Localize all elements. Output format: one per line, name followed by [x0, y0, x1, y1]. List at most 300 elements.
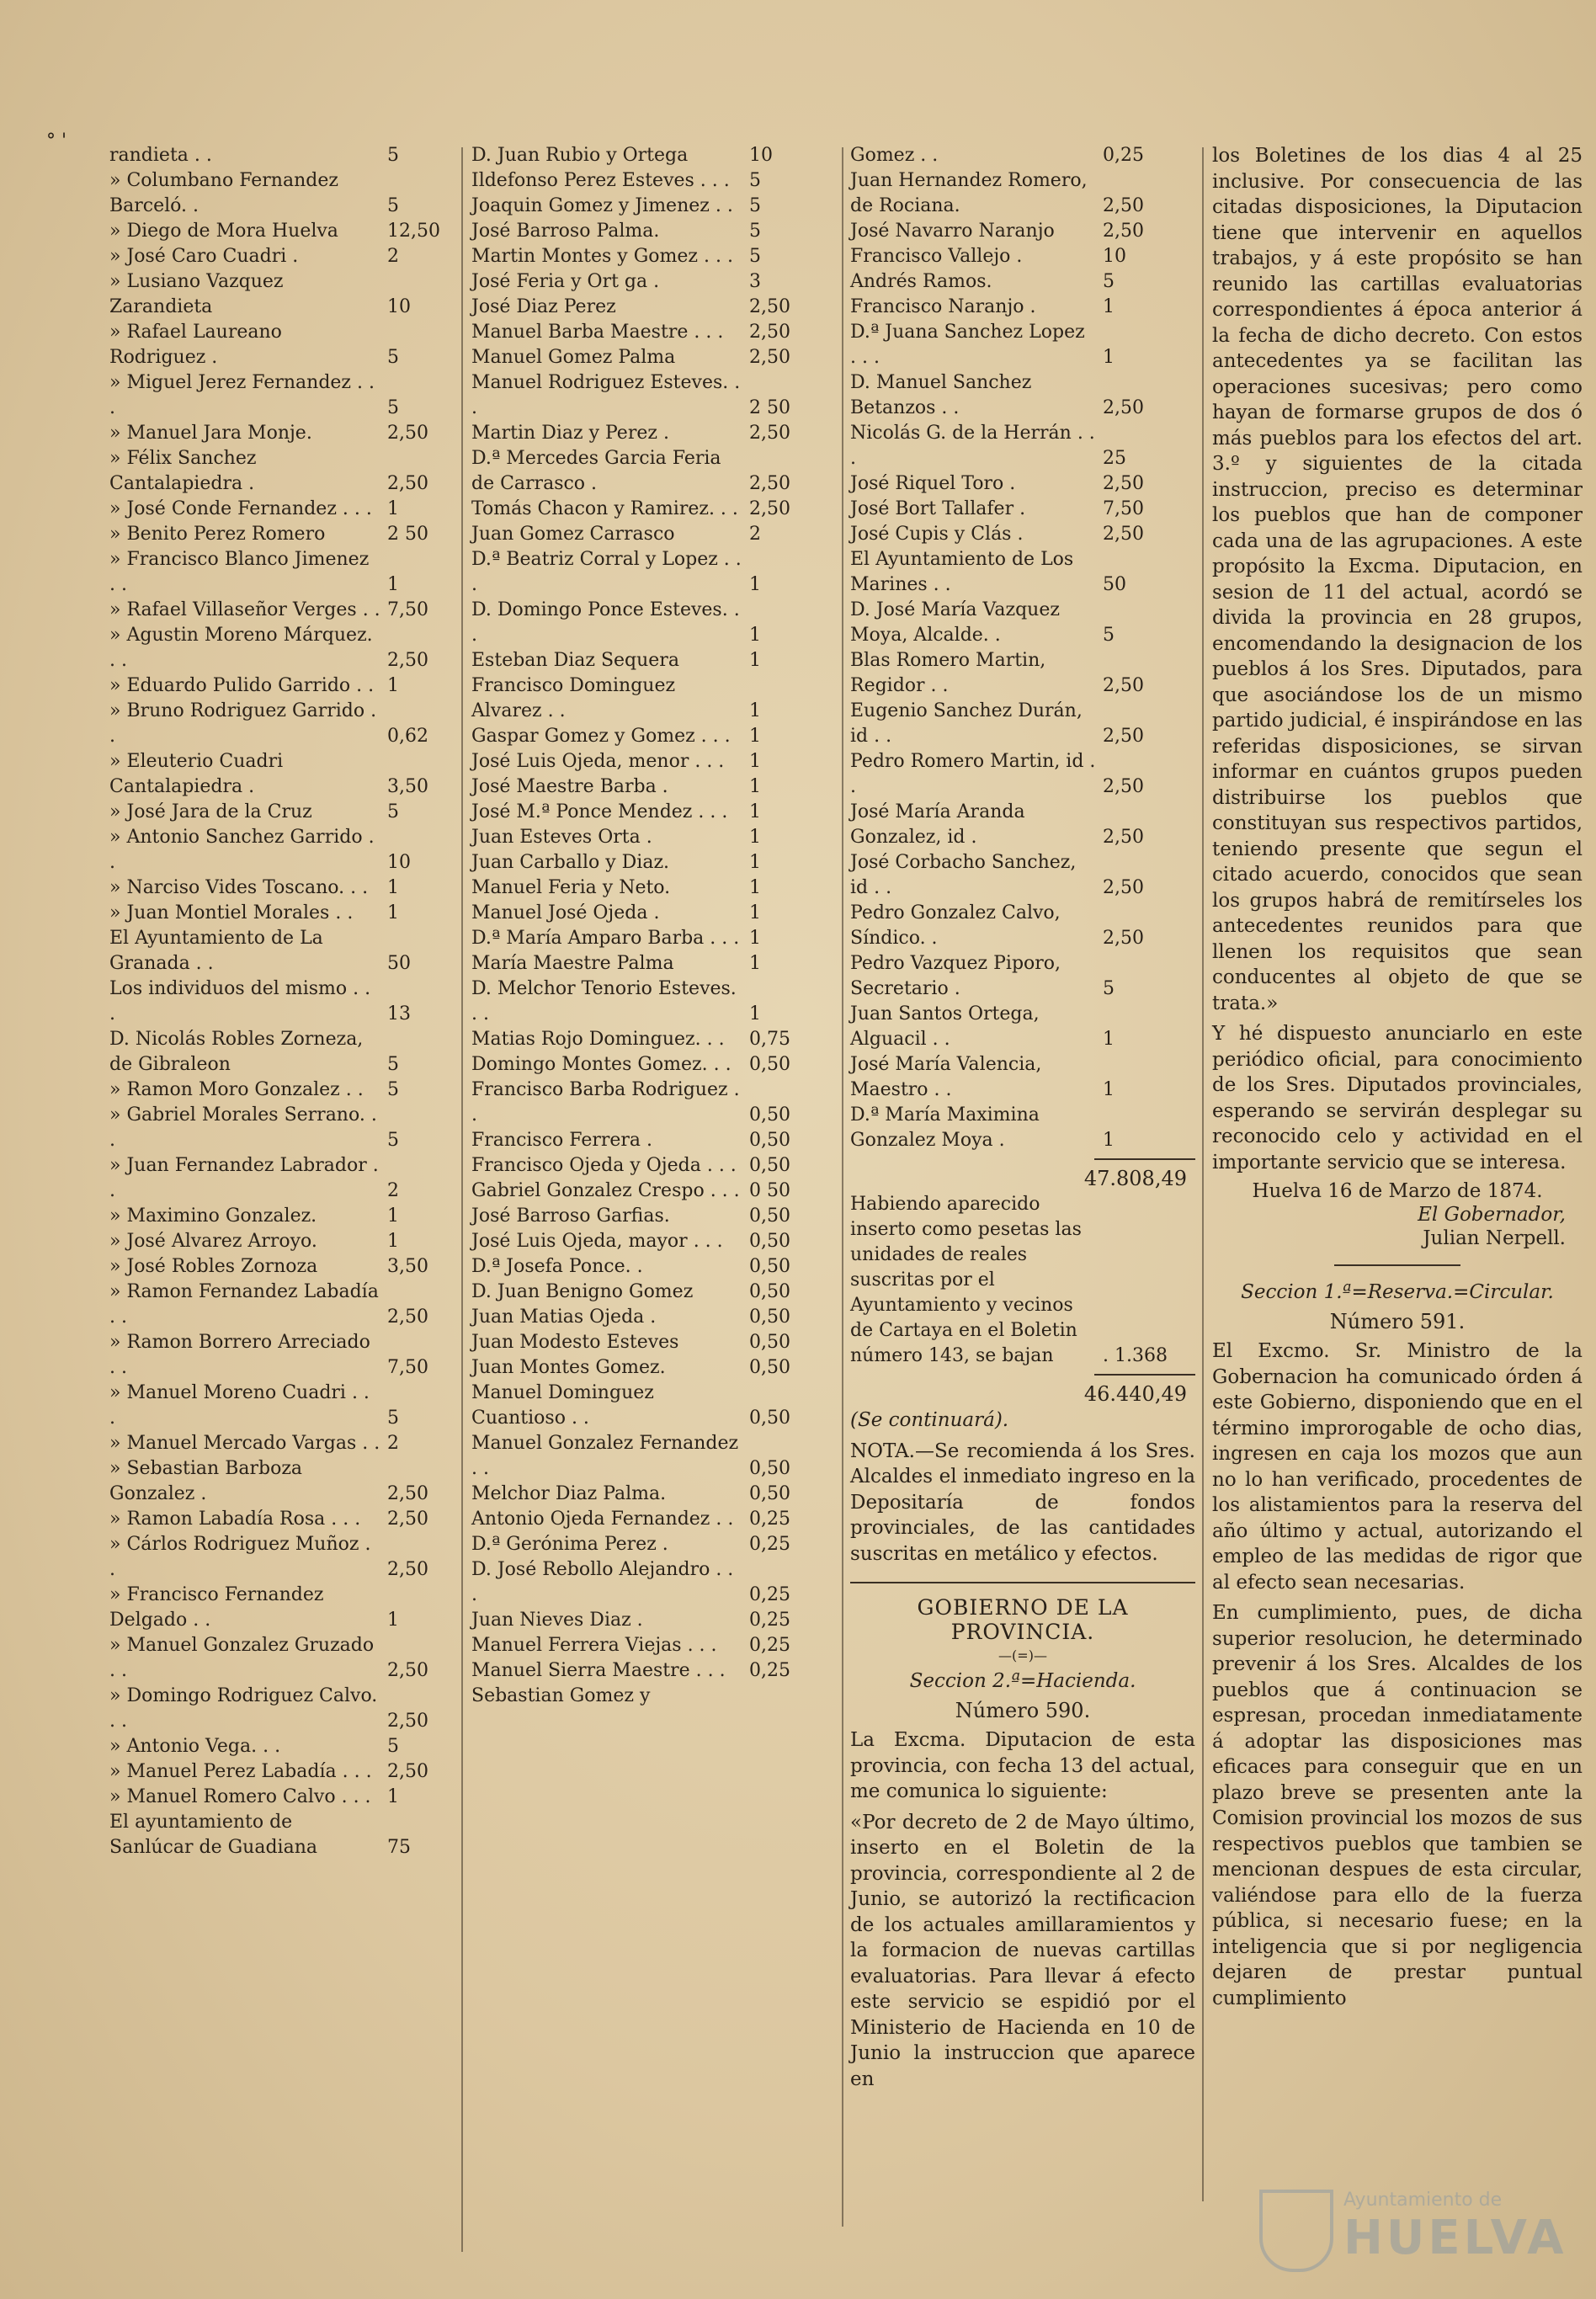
entry-name: José Luis Ojeda, menor . . .: [471, 751, 725, 772]
list-entry: [471, 1658, 842, 1684]
entry-name: » Benito Perez Romero: [109, 524, 326, 545]
entry-name: Pedro Vazquez Piporo, Secretario .: [850, 953, 1061, 999]
entry-name: » Francisco Blanco Jimenez . .: [109, 549, 370, 595]
list-entry: [850, 800, 1195, 850]
entry-amount: 5: [1103, 625, 1115, 646]
entry-amount: 5: [387, 801, 399, 822]
boletines-paragraph: los Boletines de los dias 4 al 25 inclusive. Por consecuencia de las citadas disposiciones, la Diputacion tiene que intervenir en aquellos trabajos, y á este propósito se han reunido las cartillas evaluatorias correspondientes á época anterior á la fecha de dicho decreto. Con estos antecedentes ya se facilitan las operaciones sucesivas; pero como hayan de formarse grupos de dos ó más pueblos para los efectos del art. 3.º y siguientes de la citada instruccion, preciso es determinar los pueblos que han de componer cada una de las agrupaciones. A este propósito la Excma. Diputacion, en sesion de 11 del actual, acordó se divida la provincia en 28 grupos, encomendando la designacion de los pueblos á los Sres. Diputados, para que asociándose los de un mismo partido judicial, é inspirándose en las referidas disposiciones, se sirvan informar en cuántos grupos pueden distribuirse los pueblos que constituyan sus respectivos partidos, teniendo presente que segun el citado acuerdo, conocidos que sean los grupos habrá de remitírseles los antecedentes reunidos para que llenen los requisitos que sean conducentes al objeto de que se trata.»: [1212, 145, 1583, 1014]
list-entry: [109, 1633, 480, 1684]
entry-amount: 1: [387, 1786, 399, 1807]
entry-amount: 5: [387, 145, 399, 166]
list-entry: [109, 598, 480, 623]
list-entry: [850, 850, 1195, 901]
entry-name: Juan Santos Ortega, Alguacil . .: [850, 1003, 1040, 1050]
entry-amount: 0,25: [749, 1534, 790, 1555]
list-entry: [471, 522, 842, 547]
entry-amount: 1: [387, 1610, 399, 1631]
list-entry: [850, 749, 1195, 800]
entry-amount: 1: [387, 498, 399, 519]
list-entry: [109, 547, 480, 598]
entry-amount: 5: [387, 397, 399, 418]
entry-amount: 2,50: [1103, 524, 1144, 545]
entry-name: Juan Nieves Diaz .: [471, 1610, 643, 1631]
entry-amount: 1: [1103, 347, 1115, 368]
entry-name: Manuel Rodriguez Esteves. . .: [471, 372, 741, 418]
entry-amount: 2,50: [1103, 675, 1144, 696]
entry-name: D.ª María Maximina Gonzalez Moya .: [850, 1104, 1040, 1151]
list-entry: [471, 1052, 842, 1078]
column-rule-2: [842, 147, 843, 2227]
entry-amount: 5: [749, 170, 761, 191]
list-entry: [850, 522, 1195, 547]
list-entry: [109, 1583, 480, 1633]
list-entry: [109, 1153, 480, 1204]
entry-amount: 5: [387, 1736, 399, 1757]
list-entry: [471, 1204, 842, 1229]
seccion-hacienda: Seccion 2.ª=Hacienda.: [909, 1670, 1136, 1692]
list-entry: [471, 901, 842, 926]
entry-amount: 5: [749, 195, 761, 216]
list-entry: [850, 295, 1195, 320]
list-entry: [109, 1810, 480, 1860]
entry-amount: 2,50: [749, 296, 790, 317]
entry-name: Manuel Gomez Palma: [471, 347, 676, 368]
entry-amount: 1: [387, 675, 399, 696]
list-entry: [471, 194, 842, 219]
entry-amount: 0,50: [749, 1458, 790, 1479]
entry-name: Pedro Romero Martin, id . .: [850, 751, 1096, 797]
section-rule: [850, 1582, 1195, 1583]
list-entry: [850, 421, 1195, 471]
entry-name: María Maestre Palma: [471, 953, 674, 974]
entry-name: Martin Diaz y Perez .: [471, 423, 669, 444]
list-entry: [850, 143, 1195, 168]
list-entry: [471, 1684, 842, 1709]
list-entry: [471, 1381, 842, 1431]
entry-amount: 1: [749, 928, 761, 949]
entry-name: Juan Hernandez Romero, de Rociana.: [850, 170, 1088, 216]
list-entry: [471, 724, 842, 749]
entry-amount: 1: [749, 726, 761, 747]
entry-amount: 0,25: [749, 1660, 790, 1681]
entry-amount: 1: [749, 776, 761, 797]
list-entry: [471, 1330, 842, 1355]
entry-name: D.ª Josefa Ponce. .: [471, 1256, 643, 1277]
list-entry: [109, 421, 480, 446]
entry-amount: 50: [387, 953, 411, 974]
entry-name: » Domingo Rodriguez Calvo. . .: [109, 1685, 378, 1732]
entry-name: Manuel Feria y Neto.: [471, 877, 671, 898]
list-entry: [109, 673, 480, 699]
entry-name: José Corbacho Sanchez, id . .: [850, 852, 1077, 898]
list-entry: [109, 497, 480, 522]
list-entry: [109, 522, 480, 547]
entry-name: José María Aranda Gonzalez, id .: [850, 801, 1025, 848]
entry-name: » José Conde Fernandez . . .: [109, 498, 372, 519]
list-entry: [471, 1633, 842, 1658]
entry-name: » Diego de Mora Huelva: [109, 221, 338, 242]
entry-amount: 75: [387, 1837, 411, 1858]
entry-amount: 2,50: [387, 650, 428, 671]
list-entry: [850, 1052, 1195, 1103]
list-entry: [109, 1280, 480, 1330]
list-entry: [471, 850, 842, 875]
watermark-main-text: HUELVA: [1343, 2211, 1567, 2265]
entry-name: D. José Rebollo Alejandro . . .: [471, 1559, 734, 1605]
entry-amount: 2: [387, 246, 399, 267]
list-entry: [471, 497, 842, 522]
subtotal-2: 46.440,49: [1083, 1382, 1187, 1406]
entry-amount: 2: [749, 524, 761, 545]
entry-name: Gabriel Gonzalez Crespo . . .: [471, 1180, 740, 1201]
entry-name: » Juan Fernandez Labrador . .: [109, 1155, 379, 1201]
list-entry: [471, 1229, 842, 1254]
shield-icon: [1259, 2190, 1333, 2272]
list-entry: [109, 1204, 480, 1229]
list-entry: [471, 547, 842, 598]
entry-name: Manuel Barba Maestre . . .: [471, 322, 724, 343]
list-entry: [109, 800, 480, 825]
entry-amount: 2,50: [749, 473, 790, 494]
entry-amount: 1: [387, 1231, 399, 1252]
entry-name: Esteban Diaz Sequera: [471, 650, 679, 671]
entry-amount: 2 50: [749, 397, 790, 418]
entry-amount: 2,50: [749, 498, 790, 519]
list-entry: [471, 951, 842, 977]
entry-amount: 0,50: [749, 1281, 790, 1302]
entry-amount: 10: [387, 296, 411, 317]
entry-name: Manuel Gonzalez Fernandez . .: [471, 1433, 739, 1479]
entry-name: Francisco Vallejo .: [850, 246, 1023, 267]
entry-name: Francisco Barba Rodriguez . .: [471, 1079, 740, 1126]
entry-amount: 3,50: [387, 776, 428, 797]
entry-name: D. Melchor Tenorio Esteves. . .: [471, 978, 737, 1024]
column-2-list: [471, 143, 842, 1709]
entry-amount: 1: [387, 1205, 399, 1227]
entry-amount: 0,50: [749, 1205, 790, 1227]
entry-name: » Gabriel Morales Serrano. . .: [109, 1104, 377, 1151]
entry-name: » Eduardo Pulido Garrido . .: [109, 675, 375, 696]
entry-name: » Sebastian Barboza Gonzalez .: [109, 1458, 303, 1504]
entry-name: randieta . .: [109, 145, 212, 166]
entry-name: » Manuel Romero Calvo . . .: [109, 1786, 371, 1807]
entry-name: D. Nicolás Robles Zorneza, de Gibraleon: [109, 1029, 364, 1075]
entry-name: » Ramon Borrero Arreciado . .: [109, 1332, 370, 1378]
entry-name: Manuel Ferrera Viejas . . .: [471, 1635, 717, 1656]
entry-name: » Antonio Vega. . .: [109, 1736, 281, 1757]
list-entry: [850, 497, 1195, 522]
entry-amount: 0,25: [749, 1509, 790, 1530]
entry-amount: 1: [749, 953, 761, 974]
list-entry: [109, 269, 480, 320]
entry-amount: 1: [749, 751, 761, 772]
list-entry: [471, 421, 842, 446]
entry-name: Gaspar Gomez y Gomez . . .: [471, 726, 731, 747]
entry-name: » Manuel Moreno Cuadri . . .: [109, 1382, 370, 1429]
list-entry: [850, 1002, 1195, 1052]
entry-amount: 2,50: [387, 1559, 428, 1580]
entry-amount: 2,50: [1103, 221, 1144, 242]
correction-amount: . 1.368: [1103, 1345, 1168, 1366]
entry-amount: 2,50: [387, 1509, 428, 1530]
list-entry: [850, 219, 1195, 244]
entry-name: D. Domingo Ponce Esteves. . .: [471, 599, 740, 646]
entry-amount: 0,50: [749, 1408, 790, 1429]
watermark-top-text: Ayuntamiento de: [1343, 2190, 1503, 2211]
entry-name: José Cupis y Clás .: [850, 524, 1024, 545]
entry-amount: 10: [749, 145, 773, 166]
entry-amount: 7,50: [387, 1357, 428, 1378]
entry-name: » Francisco Fernandez Delgado . .: [109, 1584, 324, 1631]
correction-text: Habiendo aparecido inserto como pesetas las unidades de reales suscritas por el Ayuntamiento y vecinos de Cartaya en el Boletin número 143, se bajan: [850, 1194, 1082, 1366]
entry-name: Martin Montes y Gomez . . .: [471, 246, 733, 267]
entry-amount: 0,75: [749, 1029, 790, 1050]
list-entry: [850, 547, 1195, 598]
list-entry: [471, 648, 842, 673]
entry-amount: 2,50: [387, 423, 428, 444]
entry-name: Los individuos del mismo . . .: [109, 978, 371, 1024]
entry-name: Ildefonso Perez Esteves . . .: [471, 170, 730, 191]
list-entry: [850, 648, 1195, 699]
list-entry: [109, 1759, 480, 1785]
entry-name: » José Robles Zornoza: [109, 1256, 318, 1277]
list-entry: [850, 168, 1195, 219]
entry-amount: 1: [749, 827, 761, 848]
entry-name: Antonio Ojeda Fernandez . .: [471, 1509, 734, 1530]
list-entry: [850, 244, 1195, 269]
entry-name: José Diaz Perez: [471, 296, 616, 317]
short-rule: [1334, 1264, 1460, 1266]
list-entry: [850, 370, 1195, 421]
entry-name: » José Jara de la Cruz: [109, 801, 312, 822]
list-entry: [109, 977, 480, 1027]
list-entry: [109, 244, 480, 269]
entry-amount: 2,50: [1103, 827, 1144, 848]
entry-name: » Antonio Sanchez Garrido . .: [109, 827, 375, 873]
list-entry: [109, 1027, 480, 1078]
entry-amount: 5: [387, 347, 399, 368]
list-entry: [471, 1532, 842, 1557]
entry-amount: 0 50: [749, 1180, 790, 1201]
entry-name: Juan Montes Gomez.: [471, 1357, 666, 1378]
entry-amount: 0,50: [749, 1231, 790, 1252]
entry-amount: 1: [749, 801, 761, 822]
list-entry: [109, 1078, 480, 1103]
entry-name: Domingo Montes Gomez. . .: [471, 1054, 732, 1075]
list-entry: [109, 875, 480, 901]
entry-name: José Barroso Palma.: [471, 221, 660, 242]
list-entry: [471, 295, 842, 320]
entry-name: Juan Modesto Esteves: [471, 1332, 679, 1353]
entry-name: » Bruno Rodriguez Garrido . .: [109, 700, 377, 747]
list-entry: [471, 673, 842, 724]
entry-amount: 2,50: [387, 1711, 428, 1732]
list-entry: [109, 1785, 480, 1810]
entry-amount: 0,25: [749, 1584, 790, 1605]
entry-amount: 5: [387, 195, 399, 216]
list-entry: [471, 320, 842, 345]
entry-name: » Columbano Fernandez Barceló. .: [109, 170, 338, 216]
entry-name: Andrés Ramos.: [850, 271, 992, 292]
entry-amount: 1: [749, 902, 761, 923]
list-entry: [850, 471, 1195, 497]
entry-name: » José Alvarez Arroyo.: [109, 1231, 317, 1252]
entry-amount: 1: [1103, 1079, 1115, 1100]
list-entry: [471, 926, 842, 951]
entry-amount: 1: [749, 1003, 761, 1024]
entry-amount: 2,50: [387, 473, 428, 494]
entry-amount: 1: [749, 574, 761, 595]
entry-amount: 0,25: [749, 1635, 790, 1656]
list-entry: [471, 1153, 842, 1179]
list-entry: [109, 1507, 480, 1532]
entry-amount: 0,50: [749, 1104, 790, 1126]
entry-amount: 2,50: [387, 1660, 428, 1681]
column-1-list: [109, 143, 480, 1860]
entry-amount: 2 50: [387, 524, 428, 545]
entry-amount: 3,50: [387, 1256, 428, 1277]
entry-name: Joaquin Gomez y Jimenez . .: [471, 195, 733, 216]
list-entry: [471, 1557, 842, 1608]
entry-amount: 25: [1103, 448, 1126, 469]
column-rule-3: [1202, 147, 1204, 2201]
entry-name: » Miguel Jerez Fernandez . . .: [109, 372, 375, 418]
entry-amount: 0,50: [749, 1155, 790, 1176]
entry-amount: 5: [1103, 271, 1115, 292]
list-entry: [109, 1532, 480, 1583]
column-3-list: [850, 143, 1195, 1153]
entry-name: Sebastian Gomez y: [471, 1685, 651, 1706]
numero-590: Número 590.: [955, 1699, 1091, 1722]
list-entry: [471, 1280, 842, 1305]
entry-name: José Barroso Garfias.: [471, 1205, 670, 1227]
column-4: [1212, 143, 1583, 2016]
entry-name: José Bort Tallafer .: [850, 498, 1026, 519]
entry-amount: 1: [1103, 296, 1115, 317]
entry-amount: 0,25: [1103, 145, 1144, 166]
gobernador-title: El Gobernador,: [1418, 1204, 1566, 1226]
list-entry: [109, 926, 480, 977]
list-entry: [471, 825, 842, 850]
entry-name: » Eleuterio Cuadri Cantalapiedra .: [109, 751, 284, 797]
entry-name: Matias Rojo Dominguez. . .: [471, 1029, 725, 1050]
entry-amount: 2: [387, 1180, 399, 1201]
entry-name: El Ayuntamiento de Los Marines . .: [850, 549, 1074, 595]
entry-name: » Rafael Villaseñor Verges . .: [109, 599, 380, 620]
total-rule-1: [1094, 1158, 1195, 1160]
list-entry: [850, 598, 1195, 648]
entry-name: José Luis Ojeda, mayor . . .: [471, 1231, 723, 1252]
list-entry: [850, 1103, 1195, 1153]
ministro-paragraph: El Excmo. Sr. Ministro de la Gobernacion ha comunicado órden á este Gobierno, disponiendo que en el término improrogable de ocho dias, ingresen en caja los mozos que aun no lo han verificado, procedentes de los alistamientos para la reserva del año último y actual, autorizando el empleo de las medidas de rigor que al efecto sean necesarias.: [1212, 1340, 1583, 1594]
entry-amount: 2,50: [1103, 397, 1144, 418]
entry-name: Manuel Sierra Maestre . . .: [471, 1660, 726, 1681]
entry-amount: 2,50: [1103, 776, 1144, 797]
entry-amount: 50: [1103, 574, 1126, 595]
list-entry: [109, 320, 480, 370]
entry-amount: 2,50: [1103, 473, 1144, 494]
list-entry: [109, 1103, 480, 1153]
entry-amount: 5: [1103, 978, 1115, 999]
entry-amount: 5: [387, 1130, 399, 1151]
list-entry: [850, 320, 1195, 370]
entry-amount: 2,50: [1103, 877, 1144, 898]
entry-name: D. Manuel Sanchez Betanzos . .: [850, 372, 1032, 418]
list-entry: [471, 1305, 842, 1330]
entry-amount: 0,62: [387, 726, 428, 747]
entry-amount: 10: [1103, 246, 1126, 267]
list-entry: [109, 1684, 480, 1734]
entry-name: D.ª Mercedes Garcia Feria de Carrasco .: [471, 448, 721, 494]
entry-amount: 5: [387, 1408, 399, 1429]
entry-name: Pedro Gonzalez Calvo, Síndico. .: [850, 902, 1061, 949]
entry-amount: 2,50: [1103, 195, 1144, 216]
entry-name: » Manuel Jara Monje.: [109, 423, 312, 444]
list-entry: [109, 1330, 480, 1381]
entry-amount: 10: [387, 852, 411, 873]
entry-name: Manuel Dominguez Cuantioso . .: [471, 1382, 654, 1429]
entry-name: Nicolás G. de la Herrán . . .: [850, 423, 1095, 469]
entry-amount: 1: [749, 877, 761, 898]
entry-amount: 1: [387, 574, 399, 595]
entry-amount: 0,50: [749, 1054, 790, 1075]
entry-name: » Manuel Perez Labadía . . .: [109, 1761, 372, 1782]
entry-name: D. José María Vazquez Moya, Alcalde. .: [850, 599, 1060, 646]
list-entry: [471, 1027, 842, 1052]
entry-amount: 0,25: [749, 1610, 790, 1631]
list-entry: [109, 370, 480, 421]
entry-name: Eugenio Sanchez Durán, id . .: [850, 700, 1083, 747]
list-entry: [471, 143, 842, 168]
entry-amount: 0,50: [749, 1306, 790, 1328]
list-entry: [109, 1229, 480, 1254]
cumplimiento-paragraph: En cumplimiento, pues, de dicha superior resolucion, he determinado prevenir á los Sres. Alcaldes de los pueblos que á continuacion se espresan, procedan inmediatamente á adoptar las disposiciones mas eficaces para conseguir que en un plazo breve se presenten ante la Comision provincial los mozos de sus respectivos pueblos que tambien se mencionan despues de esta circular, valiéndose para ello de la fuerza pública, si necesario fuese; en la inteligencia que si por negligencia dejaren de prestar puntual cumplimiento: [1212, 1602, 1583, 2009]
list-entry: [850, 699, 1195, 749]
diputacion-intro: La Excma. Diputacion de esta provincia, con fecha 13 del actual, me comunica lo siguiente:: [850, 1729, 1195, 1802]
list-entry: [471, 598, 842, 648]
list-entry: [471, 800, 842, 825]
entry-name: » Lusiano Vazquez Zarandieta: [109, 271, 284, 317]
entry-name: José Navarro Naranjo: [850, 221, 1055, 242]
list-entry: [850, 269, 1195, 295]
gobierno-heading: GOBIERNO DE LA PROVINCIA.: [917, 1595, 1129, 1644]
entry-name: Juan Esteves Orta .: [471, 827, 652, 848]
entry-name: » Rafael Laureano Rodriguez .: [109, 322, 282, 368]
list-entry: [109, 623, 480, 673]
entry-name: José María Valencia, Maestro . .: [850, 1054, 1042, 1100]
entry-amount: 1: [749, 625, 761, 646]
entry-name: D.ª Juana Sanchez Lopez . . .: [850, 322, 1085, 368]
list-entry: [471, 244, 842, 269]
entry-name: José Riquel Toro .: [850, 473, 1016, 494]
list-entry: [471, 1128, 842, 1153]
correction-note: [850, 1192, 1195, 1369]
entry-name: José Feria y Ort ga .: [471, 271, 660, 292]
list-entry: [471, 875, 842, 901]
list-entry: [471, 1078, 842, 1128]
list-entry: [109, 749, 480, 800]
list-entry: [109, 219, 480, 244]
entry-name: » Ramon Fernandez Labadía . .: [109, 1281, 379, 1328]
decreto-paragraph: «Por decreto de 2 de Mayo último, inserto en el Boletin de la provincia, correspondiente al 2 de Junio, se autorizó la rectificacion de los actuales amillaramientos y la formacion de nuevas cartillas evaluatorias. Para llevar á efecto este servicio se espidió por el Ministerio de Hacienda en 10 de Junio la instruccion que aparece en: [850, 1811, 1195, 2090]
entry-name: D.ª Beatriz Corral y Lopez . . .: [471, 549, 742, 595]
entry-name: » Agustin Moreno Márquez. . .: [109, 625, 373, 671]
list-entry: [109, 143, 480, 168]
entry-name: Francisco Dominguez Alvarez . .: [471, 675, 676, 721]
list-entry: [109, 1431, 480, 1456]
list-entry: [471, 1179, 842, 1204]
entry-name: Juan Carballo y Diaz.: [471, 852, 670, 873]
